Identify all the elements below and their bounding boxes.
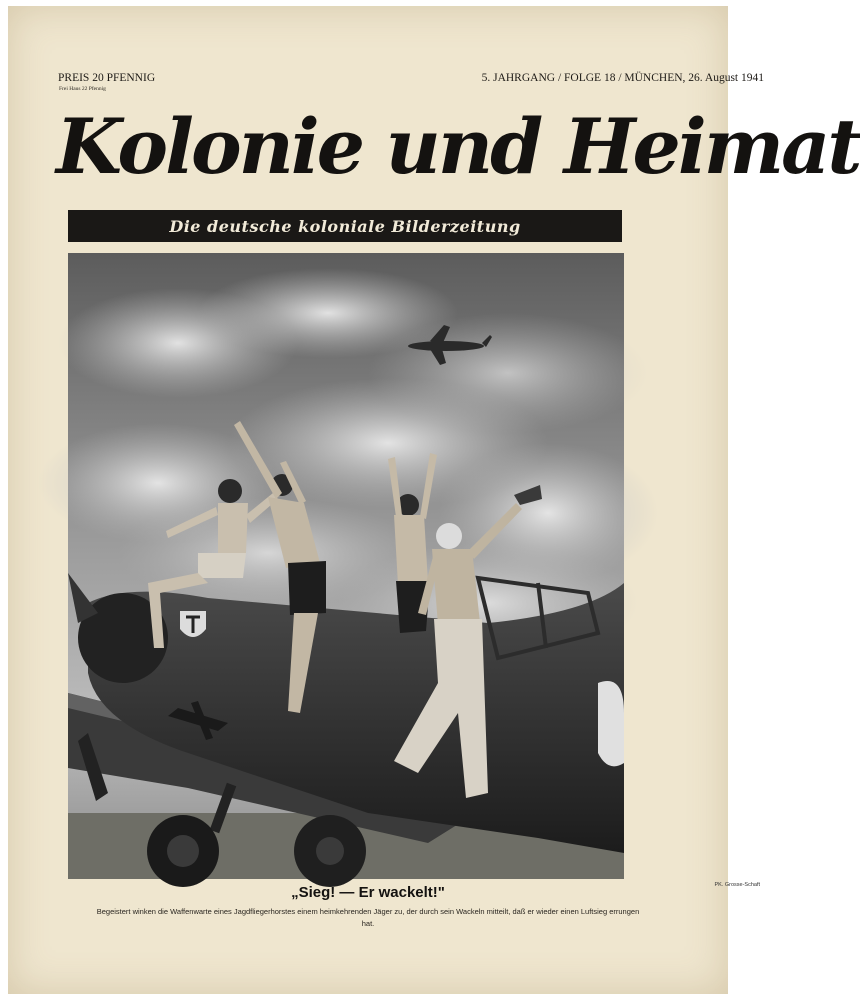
caption-text: Begeistert winken die Waffenwarte eines Jagdfliegerhorstes einem heimkehrenden Jäger zu, der durch sein Wackeln mitteilt, daß er wieder einen Luftsieg errungen hat.: [96, 907, 640, 928]
masthead-title: Kolonie und Heimat: [56, 102, 860, 191]
price-free-label: Frei Haus 22 Pfennig: [59, 86, 106, 92]
caption-headline: „Sieg! — Er wackelt!": [291, 884, 445, 901]
cover-photo: [68, 253, 624, 879]
cover-photo-graphic: [68, 253, 624, 879]
photo-credit: PK. Grosse-Schaft: [714, 882, 760, 888]
masthead-subtitle: Die deutsche koloniale Bilderzeitung: [169, 216, 521, 236]
subtitle-bar: [68, 210, 622, 242]
price-label: PREIS 20 PFENNIG: [58, 72, 156, 84]
issue-line: 5. JAHRGANG / FOLGE 18 / MÜNCHEN, 26. August 1941: [481, 72, 764, 84]
